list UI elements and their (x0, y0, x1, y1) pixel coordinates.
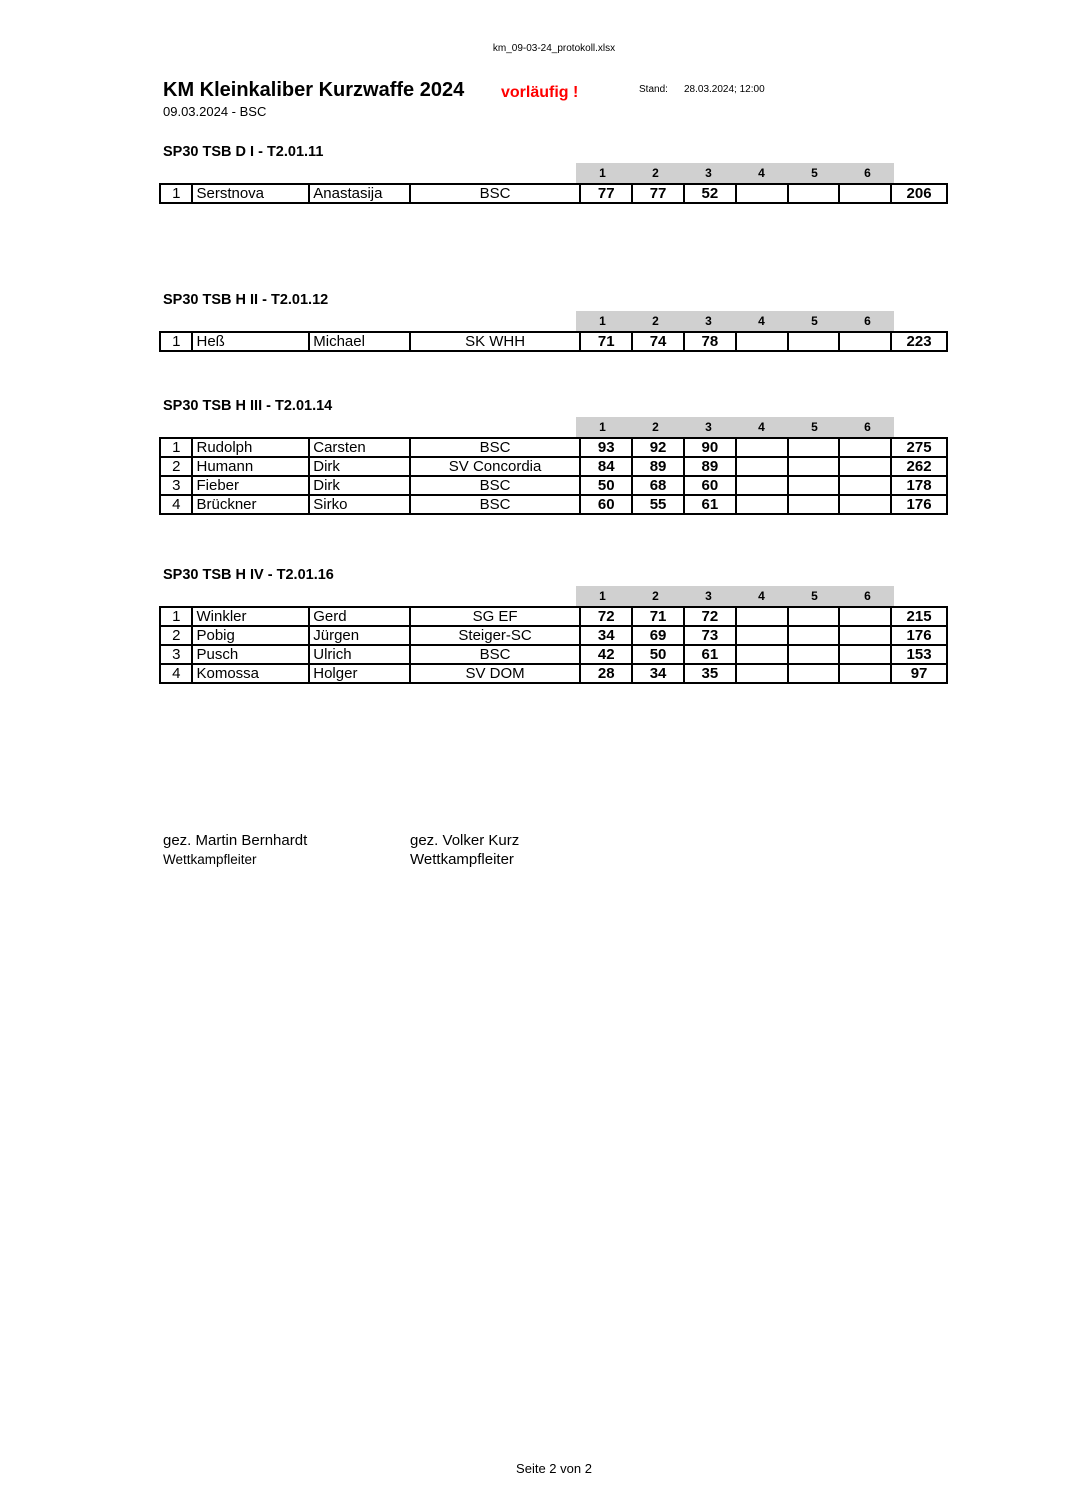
series-header-cell: 3 (682, 311, 735, 332)
signature-role: Wettkampfleiter (163, 852, 257, 867)
last-name-cell: Humann (192, 457, 309, 476)
event-date-location: 09.03.2024 - BSC (163, 104, 267, 119)
score-cell (839, 457, 891, 476)
series-header-cell: 6 (841, 163, 894, 184)
series-header-cell: 4 (735, 163, 788, 184)
score-cell: 69 (632, 626, 684, 645)
score-cell (736, 607, 788, 626)
first-name-cell: Michael (309, 332, 410, 351)
series-header-cell: 1 (576, 586, 629, 607)
section-title: SP30 TSB H II - T2.01.12 (163, 292, 329, 308)
last-name-cell: Winkler (192, 607, 309, 626)
section-title: SP30 TSB H IV - T2.01.16 (163, 567, 334, 583)
results-table (159, 437, 948, 515)
last-name-cell: Heß (192, 332, 309, 351)
score-cell: 77 (580, 184, 632, 203)
series-header-cell: 2 (629, 417, 682, 438)
table-row (160, 664, 947, 683)
score-cell: 35 (684, 664, 736, 683)
table-row (160, 438, 947, 457)
series-header-cell: 5 (788, 311, 841, 332)
score-cell: 34 (580, 626, 632, 645)
score-cell: 50 (580, 476, 632, 495)
rank-cell: 3 (160, 645, 192, 664)
series-header-cell: 2 (629, 586, 682, 607)
last-name-cell: Rudolph (192, 438, 309, 457)
section-title: SP30 TSB D I - T2.01.11 (163, 144, 324, 160)
score-cell (788, 607, 840, 626)
series-header-cell: 1 (576, 311, 629, 332)
score-cell: 42 (580, 645, 632, 664)
series-header-cell: 4 (735, 311, 788, 332)
series-header-cell: 6 (841, 311, 894, 332)
score-cell (839, 607, 891, 626)
series-header (576, 311, 894, 332)
first-name-cell: Ulrich (309, 645, 410, 664)
score-cell (736, 495, 788, 514)
score-cell (839, 332, 891, 351)
series-header-cell: 4 (735, 586, 788, 607)
rank-cell: 1 (160, 438, 192, 457)
club-cell: BSC (410, 438, 581, 457)
table-row (160, 332, 947, 351)
score-cell (736, 626, 788, 645)
club-cell: BSC (410, 184, 581, 203)
score-cell (736, 184, 788, 203)
club-cell: Steiger-SC (410, 626, 581, 645)
total-cell: 178 (891, 476, 947, 495)
total-cell: 262 (891, 457, 947, 476)
score-cell: 89 (632, 457, 684, 476)
score-cell (788, 457, 840, 476)
signature-name: gez. Martin Bernhardt (163, 832, 308, 849)
series-header (576, 586, 894, 607)
last-name-cell: Serstnova (192, 184, 309, 203)
score-cell (839, 626, 891, 645)
score-cell (736, 332, 788, 351)
table-row (160, 645, 947, 664)
series-header-cell: 3 (682, 417, 735, 438)
series-header-cell: 2 (629, 311, 682, 332)
series-header-cell: 5 (788, 586, 841, 607)
total-cell: 176 (891, 626, 947, 645)
score-cell (839, 476, 891, 495)
score-cell (839, 438, 891, 457)
score-cell: 71 (632, 607, 684, 626)
series-header-cell: 4 (735, 417, 788, 438)
page-number: Seite 2 von 2 (516, 1461, 592, 1476)
series-header-cell: 3 (682, 586, 735, 607)
series-header (576, 163, 894, 184)
series-header-cell: 1 (576, 163, 629, 184)
signature-name: gez. Volker Kurz (410, 832, 520, 849)
score-cell: 78 (684, 332, 736, 351)
score-cell (839, 645, 891, 664)
results-table (159, 183, 948, 204)
score-cell: 73 (684, 626, 736, 645)
last-name-cell: Fieber (192, 476, 309, 495)
score-cell (788, 184, 840, 203)
series-header (576, 417, 894, 438)
club-cell: BSC (410, 645, 581, 664)
score-cell (788, 626, 840, 645)
score-cell (736, 438, 788, 457)
series-header-cell: 5 (788, 163, 841, 184)
score-cell: 90 (684, 438, 736, 457)
rank-cell: 1 (160, 184, 192, 203)
score-cell (839, 664, 891, 683)
score-cell: 77 (632, 184, 684, 203)
first-name-cell: Sirko (309, 495, 410, 514)
total-cell: 206 (891, 184, 947, 203)
score-cell: 61 (684, 495, 736, 514)
score-cell (788, 438, 840, 457)
signature-block (410, 832, 519, 868)
rank-cell: 2 (160, 626, 192, 645)
club-cell: BSC (410, 495, 581, 514)
score-cell (736, 457, 788, 476)
club-cell: SV DOM (410, 664, 581, 683)
total-cell: 153 (891, 645, 947, 664)
last-name-cell: Pusch (192, 645, 309, 664)
series-header-cell: 5 (788, 417, 841, 438)
score-cell: 50 (632, 645, 684, 664)
series-header-cell: 1 (576, 417, 629, 438)
club-cell: SV Concordia (410, 457, 581, 476)
score-cell: 61 (684, 645, 736, 664)
score-cell: 71 (580, 332, 632, 351)
rank-cell: 2 (160, 457, 192, 476)
stand-value: 28.03.2024; 12:00 (684, 84, 765, 95)
first-name-cell: Jürgen (309, 626, 410, 645)
score-cell (839, 495, 891, 514)
table-row (160, 476, 947, 495)
status-label: vorläufig ! (501, 84, 579, 101)
first-name-cell: Carsten (309, 438, 410, 457)
rank-cell: 3 (160, 476, 192, 495)
series-header-cell: 6 (841, 586, 894, 607)
score-cell (736, 645, 788, 664)
score-cell: 84 (580, 457, 632, 476)
score-cell (788, 495, 840, 514)
table-row (160, 457, 947, 476)
score-cell: 68 (632, 476, 684, 495)
score-cell: 60 (684, 476, 736, 495)
score-cell: 72 (580, 607, 632, 626)
club-cell: SG EF (410, 607, 581, 626)
score-cell: 74 (632, 332, 684, 351)
score-cell (788, 332, 840, 351)
score-cell: 28 (580, 664, 632, 683)
first-name-cell: Holger (309, 664, 410, 683)
score-cell: 72 (684, 607, 736, 626)
first-name-cell: Anastasija (309, 184, 410, 203)
table-row (160, 607, 947, 626)
score-cell: 52 (684, 184, 736, 203)
series-header-cell: 3 (682, 163, 735, 184)
last-name-cell: Brückner (192, 495, 309, 514)
section-title: SP30 TSB H III - T2.01.14 (163, 398, 333, 414)
table-row (160, 184, 947, 203)
rank-cell: 4 (160, 495, 192, 514)
file-name: km_09-03-24_protokoll.xlsx (492, 43, 616, 54)
total-cell: 176 (891, 495, 947, 514)
club-cell: BSC (410, 476, 581, 495)
club-cell: SK WHH (410, 332, 581, 351)
score-cell (736, 476, 788, 495)
total-cell: 215 (891, 607, 947, 626)
signature-role: Wettkampfleiter (410, 851, 514, 868)
score-cell (788, 645, 840, 664)
results-table (159, 331, 948, 352)
first-name-cell: Gerd (309, 607, 410, 626)
signature-block (163, 832, 307, 867)
first-name-cell: Dirk (309, 457, 410, 476)
rank-cell: 1 (160, 332, 192, 351)
rank-cell: 4 (160, 664, 192, 683)
page-title: KM Kleinkaliber Kurzwaffe 2024 (163, 79, 465, 101)
series-header-cell: 6 (841, 417, 894, 438)
series-header-cell: 2 (629, 163, 682, 184)
total-cell: 97 (891, 664, 947, 683)
stand-label: Stand: (639, 84, 668, 95)
table-row (160, 495, 947, 514)
score-cell (788, 664, 840, 683)
first-name-cell: Dirk (309, 476, 410, 495)
score-cell (736, 664, 788, 683)
results-table (159, 606, 948, 684)
total-cell: 275 (891, 438, 947, 457)
score-cell: 92 (632, 438, 684, 457)
score-cell: 89 (684, 457, 736, 476)
score-cell: 55 (632, 495, 684, 514)
rank-cell: 1 (160, 607, 192, 626)
score-cell: 34 (632, 664, 684, 683)
total-cell: 223 (891, 332, 947, 351)
table-row (160, 626, 947, 645)
score-cell (788, 476, 840, 495)
score-cell: 60 (580, 495, 632, 514)
score-cell: 93 (580, 438, 632, 457)
last-name-cell: Pobig (192, 626, 309, 645)
score-cell (839, 184, 891, 203)
last-name-cell: Komossa (192, 664, 309, 683)
